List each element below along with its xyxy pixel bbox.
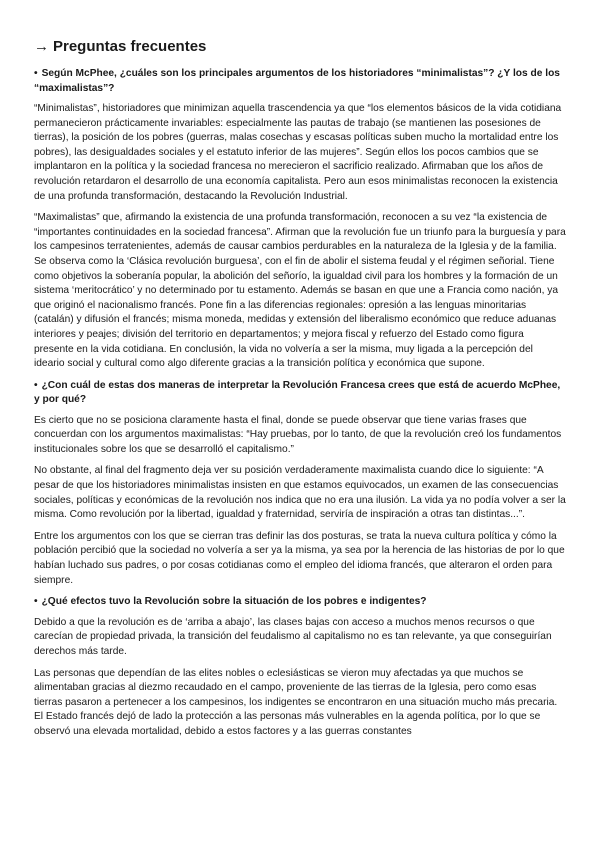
- question-1-text: Según McPhee, ¿cuáles son los principales argumentos de los historiadores “minimalistas”? ¿Y los de los “maximalistas”?: [34, 68, 560, 94]
- question-1: [34, 67, 566, 96]
- page-title: [34, 38, 566, 56]
- answer-1-paragraph-1: “Minimalistas”, historiadores que minimizan aquella trascendencia ya que “los elementos básicos de la vida cotidiana permanecieron prácticamente invariables: especialmente las pautas de trabajo (se mantienen las posesiones de tierras), la posición de los pobres (guerras, malas cosechas y escasas políticas suben mucho la mortalidad entre los pobres), las desigualdades sociales y el estatuto inferior de las mujeres”. Según ellos los pocos cambios que se implantaron en la política y la sociedad francesa no merecieron el sacrificio realizado. Afirmaban que los años de revolución retardaron el desarrollo de una economía capitalista. Pero aun esos minimalistas reconocen la existencia de una profunda transformación, destacando la Revolución Industrial.: [34, 103, 562, 202]
- answer-3-paragraph-1: Debido a que la revolución es de ‘arriba a abajo’, las clases bajas con acceso a muchos menos recursos o que carecían de propiedad privada, la transición del feudalismo al capitalismo no es tan relevante, ya que conseguirían derechos más tarde.: [34, 616, 552, 657]
- arrow-right-icon: →: [34, 38, 49, 55]
- question-2: [34, 379, 566, 408]
- answer-2-paragraph-2: No obstante, al final del fragmento deja ver su posición verdaderamente maximalista cuando dice lo siguiente: “A pesar de que los historiadores minimalistas insisten en que estamos equivocados, un examen de las consecuencias sociales, políticas y económicas de la revolución nos indica que no era una ilusión. La vida ya no podía volver a ser la misma. Como revolución por la libertad, igualdad y fraternidad, serviría de inspiración a otras tan distintas...”.: [34, 465, 566, 521]
- bullet-icon: •: [34, 379, 38, 391]
- question-3: [34, 595, 566, 610]
- question-2-text: ¿Con cuál de estas dos maneras de interpretar la Revolución Francesa crees que está de acuerdo McPhee, y por qué?: [34, 379, 561, 406]
- answer-1-paragraph-2: “Maximalistas” que, afirmando la existencia de una profunda transformación, reconocen a su vez “la existencia de “importantes continuidades en la sociedad francesa”. Afirman que la revolución fue un triunfo para la burguesía y para los campesinos terratenientes, además de causar cambios perdurables en la naturaleza de la Iglesia y de la familia. Se observa como la ‘Clásica revolución burguesa’, con el fin de abolir el sistema feudal y el régimen señorial. Tiene como objetivos la soberanía popular, la abolición del señorío, la igualdad civil para los hombres y la formación de un sistema ‘meritocrático’ y no determinado por tu estamento. Además se basan en que une a Francia como nación, ya que originó el nacionalismo francés. Pone fin a las diferencias regionales: opresión a las lenguas minoritarias (catalán) y difusión el francés; misma moneda, medidas y extensión del liberalismo económico que reduce aduanas interiores y peajes; división del territorio en departamentos; y mejora fiscal y refuerzo del Estado como figura presente en la vida cotidiana. En conclusión, la vida no volvería a ser la misma, muy ligada a la percepción del ideario social y cultural como algo diferente gracias a la transición política y económica que supone.: [34, 212, 566, 370]
- question-3-text: ¿Qué efectos tuvo la Revolución sobre la situación de los pobres e indigentes?: [41, 596, 427, 608]
- page-title-text: Preguntas frecuentes: [53, 38, 207, 55]
- answer-3-paragraph-2: Las personas que dependían de las elites nobles o eclesiásticas se vieron muy afectadas ya que muchos se alimentaban gracias al diezmo recaudado en el campo, proveniente de las tierras de la Iglesia, pero como esas tierras pasaron a pertenecer a los campesinos, los indigentes se encontraron en una situación mucho más precaria. El Estado francés dejó de lado la protección a las personas más vulnerables en la agenda política, por lo que se observó una elevada mortalidad, debido a estos factores y a las guerras constantes: [34, 667, 558, 737]
- answer-2-paragraph-3: Entre los argumentos con los que se cierran tras definir las dos posturas, se trata la nueva cultura política y cómo la población percibió que la sociedad no volvería a ser ya la misma, ya sea por la herencia de las historias de por lo que habían luchado sus padres, o por cosas cotidianas como el empleo del idioma francés, que alteraron el orden para siempre.: [34, 530, 565, 586]
- bullet-icon: •: [34, 596, 38, 608]
- bullet-icon: •: [34, 68, 38, 79]
- answer-2-paragraph-1: Es cierto que no se posiciona claramente hasta el final, donde se puede observar que tiene varias frases que concuerdan con los argumentos maximalistas: “Hay pruebas, por lo tanto, de que la revolución creó los fundamentos institucionales sobre los que se desarrolló el capitalismo.”: [34, 414, 562, 455]
